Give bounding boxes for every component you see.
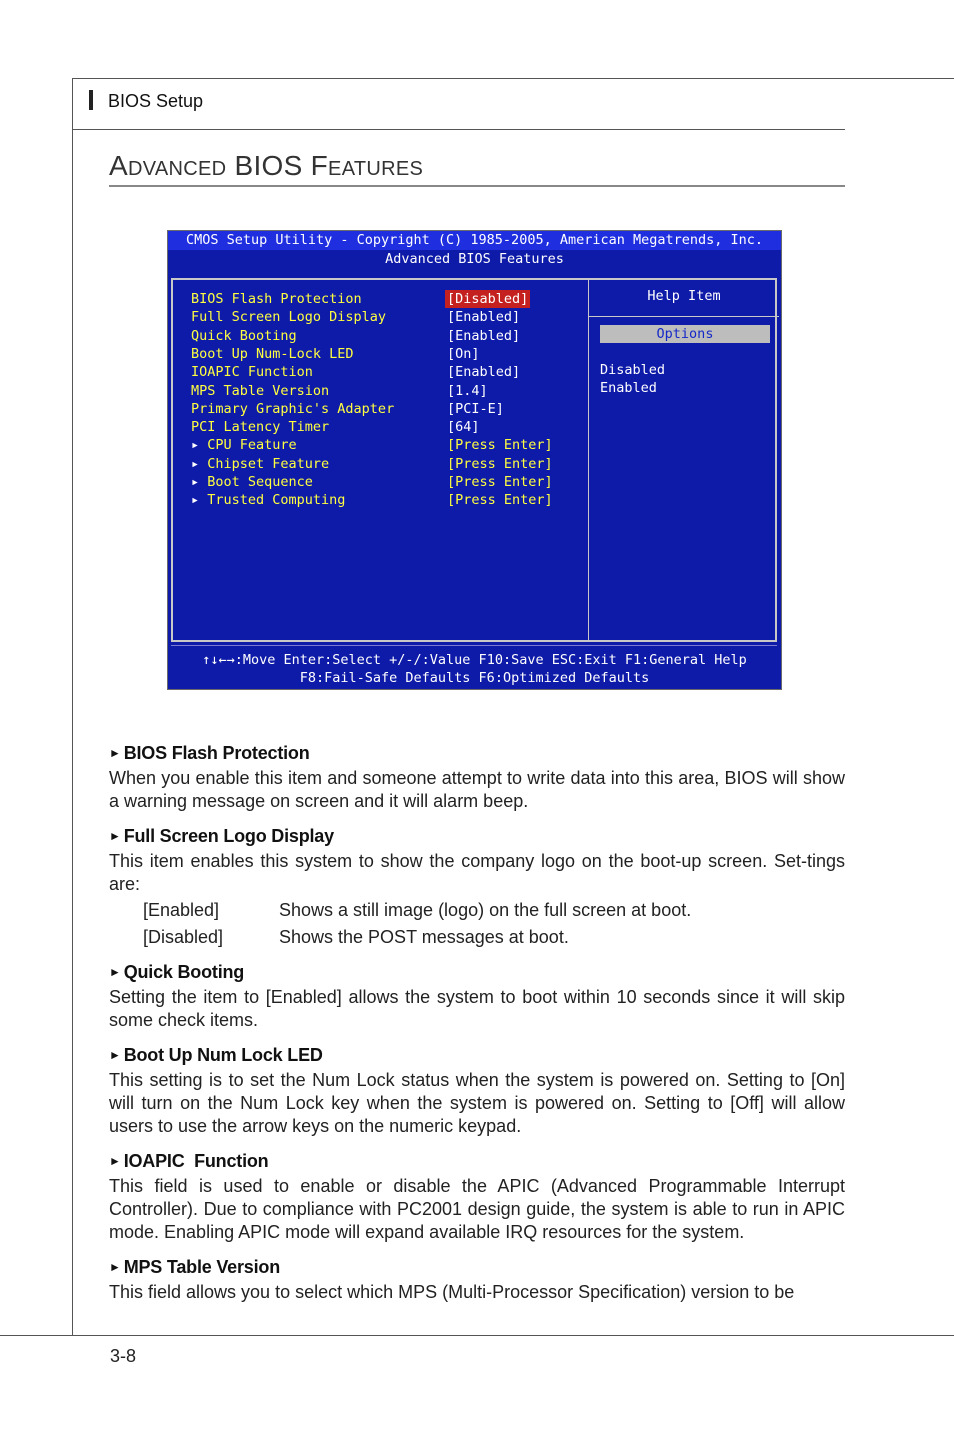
triangle-bullet-icon: ► xyxy=(109,746,121,760)
section-boot-up-num-lock xyxy=(109,1045,845,1138)
help-item-title: Help Item xyxy=(647,288,721,304)
section-body: This field allows you to select which MPS (Multi-Processor Specification) version to be xyxy=(109,1282,795,1302)
triangle-bullet-icon: ► xyxy=(109,829,121,843)
option-key: [Disabled] xyxy=(143,927,224,947)
section-heading: ► Quick Booting xyxy=(109,962,245,982)
bios-item-label: Full Screen Logo Display xyxy=(191,309,387,326)
bios-footer-rule xyxy=(171,645,777,646)
submenu-arrow-icon: ▸ xyxy=(191,455,208,472)
bios-item-value[interactable]: [Press Enter] xyxy=(447,492,553,509)
bios-item-value[interactable]: [Enabled] xyxy=(447,364,521,381)
section-body: This setting is to set the Num Lock status when the system is powered on. Setting to [On] will turn on the Num Lock key when the system is powered on. Setting to [Off] will allow users to use the arrow keys on the numeric keypad. xyxy=(109,1070,845,1136)
section-body: Setting the item to [Enabled] allows the system to boot within 10 seconds since it will skip some check items. xyxy=(109,987,845,1030)
bios-subtitle: Advanced BIOS Features xyxy=(385,251,564,267)
bios-item-label: ▸ CPU Feature xyxy=(191,437,297,454)
triangle-bullet-icon: ► xyxy=(109,1154,121,1168)
bios-footer-keys: ↑↓←→:Move Enter:Select +/-/:Value F10:Save ESC:Exit F1:General Help xyxy=(202,652,747,668)
bios-item-label: Boot Up Num-Lock LED xyxy=(191,345,354,362)
option-desc: Shows a still image (logo) on the full screen at boot. xyxy=(279,900,692,920)
running-header: BIOS Setup xyxy=(108,91,204,111)
bios-item-label: ▸ Trusted Computing xyxy=(191,492,346,509)
bios-item-row[interactable] xyxy=(191,491,586,509)
option-row xyxy=(109,924,845,951)
submenu-arrow-icon: ▸ xyxy=(191,474,208,490)
bios-item-value[interactable]: [On] xyxy=(447,345,480,362)
help-options-label: Options xyxy=(600,325,770,343)
bios-item-value[interactable]: [64] xyxy=(447,419,480,436)
bios-item-row[interactable] xyxy=(191,290,586,308)
option-desc: Shows the POST messages at boot. xyxy=(279,927,569,947)
help-option-disabled: Disabled xyxy=(600,362,666,378)
bios-item-value[interactable]: [Press Enter] xyxy=(447,437,553,454)
bios-screen xyxy=(167,230,782,690)
bios-item-row[interactable] xyxy=(191,436,586,454)
bios-item-row[interactable] xyxy=(191,308,586,326)
bios-title-bar: CMOS Setup Utility - Copyright (C) 1985-2005, American Megatrends, Inc. xyxy=(168,231,781,250)
option-key: [Enabled] xyxy=(143,900,220,920)
bios-item-row[interactable] xyxy=(191,382,586,400)
page-number: 3-8 xyxy=(110,1346,137,1366)
submenu-arrow-icon: ▸ xyxy=(191,437,208,454)
page-frame-bottom-rule xyxy=(0,1335,954,1336)
submenu-arrow-icon: ▸ xyxy=(191,492,208,509)
title-underline xyxy=(109,185,845,187)
section-body: When you enable this item and someone attempt to write data into this area, BIOS will show a warning message on screen and it will alarm beep. xyxy=(109,768,845,811)
help-option-enabled: Enabled xyxy=(600,380,657,396)
bios-item-value[interactable]: [Press Enter] xyxy=(447,455,553,472)
bios-item-label: IOAPIC Function xyxy=(191,364,313,381)
header-rule xyxy=(72,129,845,130)
bios-item-row[interactable] xyxy=(191,327,586,345)
bios-item-label: MPS Table Version xyxy=(191,382,330,399)
bios-item-value[interactable]: [1.4] xyxy=(447,382,488,399)
section-body: This field is used to enable or disable the APIC (Advanced Programmable Interrupt Controller). Due to compliance with PC2001 design guide, the system is able to run in APIC mode. Enabling APIC mode will expand available IRQ resources for the system. xyxy=(109,1176,845,1242)
bios-item-value[interactable]: [Enabled] xyxy=(447,309,521,326)
section-heading: ► Boot Up Num Lock LED xyxy=(109,1045,323,1065)
bios-item-row[interactable] xyxy=(191,363,586,381)
page-title: Advanced BIOS Features xyxy=(109,150,424,181)
option-row xyxy=(109,897,845,924)
bios-item-label: PCI Latency Timer xyxy=(191,419,330,436)
bios-settings-panel xyxy=(171,278,777,642)
bios-item-label: ▸ Boot Sequence xyxy=(191,474,313,490)
section-body: This item enables this system to show the company logo on the boot-up screen. Set-tings are: xyxy=(109,851,845,894)
section-quick-booting xyxy=(109,962,845,1032)
bios-footer xyxy=(168,651,781,687)
section-mps-table-version xyxy=(109,1257,845,1304)
triangle-bullet-icon: ► xyxy=(109,965,121,979)
bios-item-value[interactable]: [Disabled] xyxy=(447,291,529,307)
bios-item-row[interactable] xyxy=(191,345,586,363)
section-heading: ► BIOS Flash Protection xyxy=(109,743,310,763)
bios-item-value[interactable]: [PCI-E] xyxy=(447,400,504,417)
section-ioapic-function xyxy=(109,1151,845,1244)
section-bios-flash-protection xyxy=(109,743,845,813)
bios-item-row[interactable] xyxy=(191,400,586,418)
header-marker xyxy=(89,90,93,110)
section-heading: ► IOAPIC Function xyxy=(109,1151,269,1171)
bios-item-row[interactable] xyxy=(191,473,586,491)
triangle-bullet-icon: ► xyxy=(109,1260,121,1274)
bios-panel-divider xyxy=(588,280,589,640)
section-heading: ► MPS Table Version xyxy=(109,1257,281,1277)
section-heading: ► Full Screen Logo Display xyxy=(109,826,334,846)
bios-item-row[interactable] xyxy=(191,418,586,436)
bios-item-row[interactable] xyxy=(191,455,586,473)
bios-help-rule xyxy=(589,316,779,317)
bios-item-label: Quick Booting xyxy=(191,327,297,344)
bios-item-value[interactable]: [Press Enter] xyxy=(447,474,553,490)
page-frame-left-rule xyxy=(72,78,73,1335)
bios-item-label: BIOS Flash Protection xyxy=(191,291,362,307)
bios-item-value[interactable]: [Enabled] xyxy=(447,327,521,344)
page-frame-top-rule xyxy=(72,78,954,79)
bios-item-label: Primary Graphic's Adapter xyxy=(191,400,395,417)
bios-footer-defaults: F8:Fail-Safe Defaults F6:Optimized Defaults xyxy=(299,670,650,686)
triangle-bullet-icon: ► xyxy=(109,1048,121,1062)
bios-item-label: ▸ Chipset Feature xyxy=(191,455,330,472)
section-full-screen-logo xyxy=(109,826,845,951)
